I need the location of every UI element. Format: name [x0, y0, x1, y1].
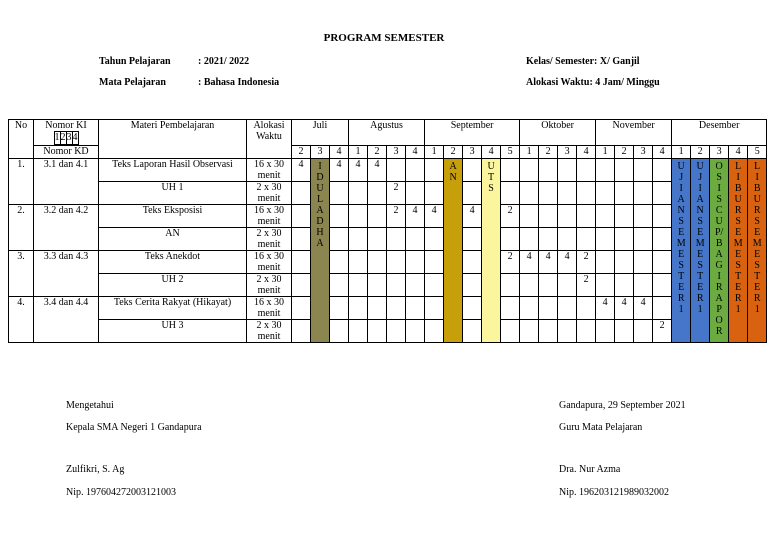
week-cell: 2 [501, 205, 520, 228]
week-cell [653, 159, 672, 182]
week-cell [387, 274, 406, 297]
week-cell: 4 [349, 159, 368, 182]
week-header-5: 3 [387, 146, 406, 159]
week-cell [368, 251, 387, 274]
week-header-13: 2 [539, 146, 558, 159]
week-cell [463, 159, 482, 182]
week-cell [330, 320, 349, 343]
footer-nip-kepala: Nip. 197604272003121003 [66, 487, 176, 498]
week-cell [425, 182, 444, 205]
week-cell: 4 [539, 251, 558, 274]
page-title: PROGRAM SEMESTER [323, 32, 445, 44]
week-cell: 4 [368, 159, 387, 182]
week-header-17: 2 [615, 146, 634, 159]
week-cell [558, 159, 577, 182]
week-cell [292, 228, 311, 251]
row-kd: 3.2 dan 4.2 [34, 205, 99, 251]
row-kd: 3.4 dan 4.4 [34, 297, 99, 343]
week-cell [463, 251, 482, 274]
week-cell [539, 320, 558, 343]
week-cell [463, 320, 482, 343]
row-alokasi: 2 x 30 menit [247, 320, 292, 343]
week-cell [292, 320, 311, 343]
week-cell [634, 182, 653, 205]
week-header-2: 4 [330, 146, 349, 159]
week-cell [520, 320, 539, 343]
week-cell [292, 182, 311, 205]
ki-label: Nomor KI [45, 120, 87, 131]
week-cell [349, 274, 368, 297]
week-cell [577, 320, 596, 343]
week-cell [520, 297, 539, 320]
week-cell [330, 251, 349, 274]
month-desember: Desember [672, 120, 767, 146]
table-row [9, 274, 767, 297]
week-cell [463, 182, 482, 205]
week-cell: 2 [387, 182, 406, 205]
week-cell [596, 159, 615, 182]
week-cell [368, 274, 387, 297]
week-cell [634, 159, 653, 182]
week-cell [330, 182, 349, 205]
week-cell [558, 182, 577, 205]
footer-nip-guru: Nip. 196203121989032002 [559, 487, 669, 498]
week-cell: 4 [615, 297, 634, 320]
footer-nama-guru: Dra. Nur Azma [559, 464, 621, 475]
row-materi: UH 2 [99, 274, 247, 297]
week-cell: 4 [520, 251, 539, 274]
week-header-14: 3 [558, 146, 577, 159]
week-cell: 4 [634, 297, 653, 320]
week-cell [520, 182, 539, 205]
week-header-8: 2 [444, 146, 463, 159]
week-cell [558, 320, 577, 343]
week-cell [558, 297, 577, 320]
week-cell [596, 205, 615, 228]
week-cell [596, 251, 615, 274]
ki-2: 2 [60, 132, 66, 143]
row-materi: Teks Laporan Hasil Observasi [99, 159, 247, 182]
week-cell [387, 159, 406, 182]
week-cell: 4 [330, 159, 349, 182]
week-cell [558, 205, 577, 228]
week-cell [406, 182, 425, 205]
week-header-4: 2 [368, 146, 387, 159]
week-cell [539, 205, 558, 228]
week-cell [653, 297, 672, 320]
week-cell [463, 297, 482, 320]
row-no: 4. [9, 297, 34, 343]
week-cell [387, 297, 406, 320]
month-november: November [596, 120, 672, 146]
week-cell [406, 159, 425, 182]
row-alokasi: 2 x 30 menit [247, 182, 292, 205]
week-cell: 4 [596, 297, 615, 320]
table-row [9, 205, 767, 228]
week-cell [425, 251, 444, 274]
week-cell [406, 297, 425, 320]
vertical-label-1: I D U L A D H A [311, 159, 330, 343]
mapel-label: Mata Pelajaran [99, 77, 166, 88]
week-cell: 2 [387, 205, 406, 228]
week-cell [634, 274, 653, 297]
header-nomor-kd: Nomor KD [34, 146, 99, 159]
ki-4: 4 [72, 132, 78, 143]
table-row [9, 182, 767, 205]
week-cell [330, 274, 349, 297]
footer-kepala-sekolah: Kepala SMA Negeri 1 Gandapura [66, 422, 202, 433]
alokasi-waktu: Alokasi Waktu: 4 Jam/ Minggu [526, 77, 660, 88]
week-cell [596, 182, 615, 205]
week-cell [634, 251, 653, 274]
table-row [9, 159, 767, 182]
week-header-6: 4 [406, 146, 425, 159]
week-cell [406, 320, 425, 343]
week-cell [292, 297, 311, 320]
week-cell [349, 251, 368, 274]
row-kd: 3.1 dan 4.1 [34, 159, 99, 205]
week-cell [387, 320, 406, 343]
program-semester-table [8, 119, 767, 343]
vertical-label-24: L I B U R S E M E S T E R 1 [748, 159, 767, 343]
week-cell [539, 182, 558, 205]
row-no: 2. [9, 205, 34, 251]
tahun-value: : 2021/ 2022 [198, 56, 250, 67]
week-cell [653, 228, 672, 251]
week-header-23: 4 [729, 146, 748, 159]
week-header-21: 2 [691, 146, 710, 159]
week-cell [615, 205, 634, 228]
week-cell [653, 274, 672, 297]
vertical-label-8: A N [444, 159, 463, 343]
week-cell: 2 [653, 320, 672, 343]
week-cell [615, 320, 634, 343]
footer-nama-kepala: Zulfikri, S. Ag [66, 464, 125, 475]
week-cell [368, 228, 387, 251]
week-cell [349, 320, 368, 343]
week-cell [577, 297, 596, 320]
week-cell [368, 182, 387, 205]
week-cell [406, 251, 425, 274]
week-cell [577, 205, 596, 228]
week-header-19: 4 [653, 146, 672, 159]
month-september: September [425, 120, 520, 146]
week-cell [520, 274, 539, 297]
week-header-1: 3 [311, 146, 330, 159]
week-cell [463, 274, 482, 297]
week-cell [425, 159, 444, 182]
row-materi: Teks Cerita Rakyat (Hikayat) [99, 297, 247, 320]
table-row [9, 228, 767, 251]
week-cell [634, 320, 653, 343]
row-alokasi: 16 x 30 menit [247, 297, 292, 320]
table-row [9, 320, 767, 343]
row-materi: Teks Eksposisi [99, 205, 247, 228]
week-cell [330, 205, 349, 228]
week-cell [349, 228, 368, 251]
vertical-label-20: U J I A N S E M E S T E R 1 [672, 159, 691, 343]
week-cell [406, 274, 425, 297]
week-cell [539, 159, 558, 182]
row-alokasi: 2 x 30 menit [247, 228, 292, 251]
footer-tempat-tanggal: Gandapura, 29 September 2021 [559, 400, 686, 411]
week-cell [501, 159, 520, 182]
week-cell [615, 159, 634, 182]
table-row [9, 251, 767, 274]
week-cell: 2 [577, 274, 596, 297]
week-cell: 4 [292, 159, 311, 182]
week-cell [501, 297, 520, 320]
week-cell: 2 [501, 251, 520, 274]
week-header-16: 1 [596, 146, 615, 159]
week-header-24: 5 [748, 146, 767, 159]
week-cell: 4 [558, 251, 577, 274]
week-header-18: 3 [634, 146, 653, 159]
week-cell [349, 205, 368, 228]
week-cell [292, 274, 311, 297]
week-cell [425, 320, 444, 343]
week-cell [653, 205, 672, 228]
row-materi: UH 1 [99, 182, 247, 205]
week-cell [596, 274, 615, 297]
week-cell [615, 274, 634, 297]
vertical-label-21: U J I A N S E M E S T E R 1 [691, 159, 710, 343]
week-cell [463, 228, 482, 251]
week-cell [577, 182, 596, 205]
week-header-7: 1 [425, 146, 444, 159]
week-cell: 4 [425, 205, 444, 228]
week-cell [653, 182, 672, 205]
row-materi: UH 3 [99, 320, 247, 343]
month-oktober: Oktober [520, 120, 596, 146]
row-materi: Teks Anekdot [99, 251, 247, 274]
week-cell [615, 251, 634, 274]
week-cell [577, 159, 596, 182]
week-header-0: 2 [292, 146, 311, 159]
week-cell [615, 182, 634, 205]
week-cell [330, 297, 349, 320]
week-header-3: 1 [349, 146, 368, 159]
header-materi: Materi Pembelajaran [99, 120, 247, 159]
week-cell: 4 [463, 205, 482, 228]
week-cell [387, 251, 406, 274]
row-alokasi: 16 x 30 menit [247, 205, 292, 228]
ki-numbers [54, 131, 79, 145]
week-cell [501, 182, 520, 205]
footer-mengetahui: Mengetahui [66, 400, 114, 411]
week-cell [539, 297, 558, 320]
week-cell [520, 159, 539, 182]
week-cell [558, 274, 577, 297]
week-cell [596, 228, 615, 251]
header-alokasi: Alokasi Waktu [247, 120, 292, 159]
tahun-label: Tahun Pelajaran [99, 56, 171, 67]
mapel-value: : Bahasa Indonesia [198, 77, 280, 88]
footer-guru-mapel: Guru Mata Pelajaran [559, 422, 643, 433]
week-cell [501, 320, 520, 343]
week-header-15: 4 [577, 146, 596, 159]
week-cell [368, 297, 387, 320]
vertical-label-23: L I B U R S E M E S T E R 1 [729, 159, 748, 343]
week-cell [634, 228, 653, 251]
month-agustus: Agustus [349, 120, 425, 146]
row-no: 1. [9, 159, 34, 205]
week-header-11: 5 [501, 146, 520, 159]
week-cell [596, 320, 615, 343]
week-cell: 4 [406, 205, 425, 228]
week-cell [349, 182, 368, 205]
header-nomor-ki [34, 120, 99, 146]
week-cell [615, 228, 634, 251]
row-alokasi: 2 x 30 menit [247, 274, 292, 297]
row-materi: AN [99, 228, 247, 251]
vertical-label-22: O S I S C U P/ B A G I R A P O R [710, 159, 729, 343]
week-header-9: 3 [463, 146, 482, 159]
week-cell [349, 297, 368, 320]
week-cell [406, 228, 425, 251]
week-cell [425, 228, 444, 251]
week-cell [634, 205, 653, 228]
week-cell [425, 297, 444, 320]
week-cell [653, 251, 672, 274]
vertical-label-10: U T S [482, 159, 501, 343]
ki-1: 1 [54, 132, 60, 143]
table-row [9, 297, 767, 320]
week-cell [501, 274, 520, 297]
week-cell [539, 228, 558, 251]
kelas-semester: Kelas/ Semester: X/ Ganjil [526, 56, 640, 67]
week-cell [292, 205, 311, 228]
row-kd: 3.3 dan 4.3 [34, 251, 99, 297]
week-cell [520, 205, 539, 228]
week-cell [539, 274, 558, 297]
header-no: No [9, 120, 34, 159]
week-cell [368, 205, 387, 228]
week-cell [368, 320, 387, 343]
week-cell [501, 228, 520, 251]
week-header-20: 1 [672, 146, 691, 159]
ki-3: 3 [66, 132, 72, 143]
week-cell [558, 228, 577, 251]
week-header-10: 4 [482, 146, 501, 159]
week-cell [577, 228, 596, 251]
week-cell [330, 228, 349, 251]
week-cell: 2 [577, 251, 596, 274]
week-header-12: 1 [520, 146, 539, 159]
row-no: 3. [9, 251, 34, 297]
row-alokasi: 16 x 30 menit [247, 251, 292, 274]
week-cell [387, 228, 406, 251]
week-header-22: 3 [710, 146, 729, 159]
week-cell [425, 274, 444, 297]
row-alokasi: 16 x 30 menit [247, 159, 292, 182]
week-cell [292, 251, 311, 274]
month-juli: Juli [292, 120, 349, 146]
week-cell [520, 228, 539, 251]
